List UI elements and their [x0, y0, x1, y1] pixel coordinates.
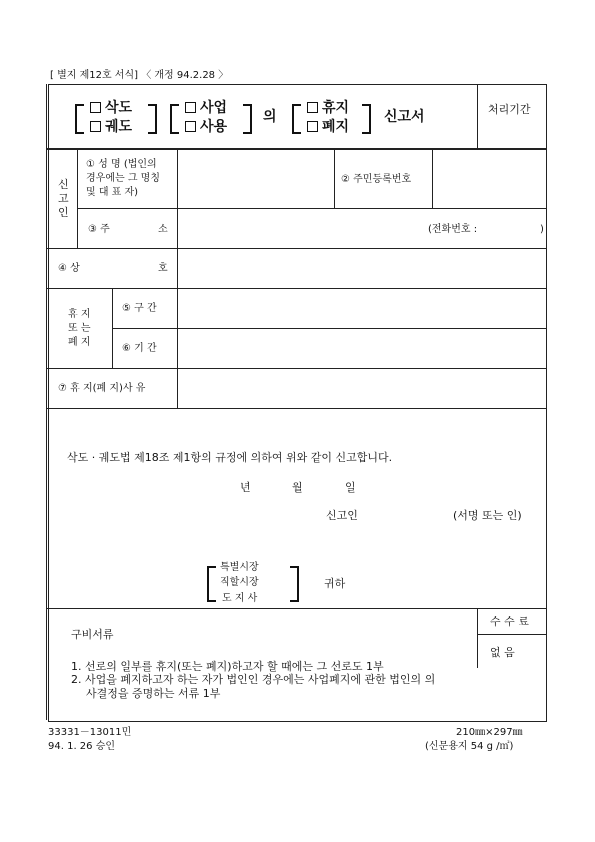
- reason-input-area[interactable]: [179, 370, 544, 406]
- phone-close: ): [540, 224, 544, 235]
- reason-label: ⑦ 휴 지(폐 지)사 유: [58, 383, 146, 394]
- signature-label: (서명 또는 인): [453, 509, 522, 522]
- name-label-2: 경우에는 그 명칭: [86, 173, 160, 184]
- fee-label: 수 수 료: [490, 615, 529, 628]
- documents-heading: 구비서류: [71, 628, 114, 641]
- declarant-label: 신고인: [326, 509, 358, 522]
- title-option-sakdo[interactable]: 삭도: [90, 101, 132, 115]
- title-option-business[interactable]: 사업: [185, 101, 227, 115]
- applicant-label: 신고인: [58, 178, 69, 219]
- title-suffix: 신고서: [384, 109, 425, 125]
- resident-number-input-area[interactable]: [434, 150, 544, 206]
- date-year: 년: [240, 481, 251, 494]
- declaration-statement: 삭도 · 궤도법 제18조 제1항의 규정에 의하여 위와 같이 신고합니다.: [67, 451, 393, 464]
- section-input-area[interactable]: [179, 290, 544, 326]
- title-option-abolish[interactable]: 폐지: [307, 120, 349, 134]
- address-label-a: ③ 주: [88, 224, 110, 235]
- date-month: 월: [292, 481, 303, 494]
- recipient-special-city[interactable]: 특별시장: [220, 562, 259, 573]
- title-option-suspend[interactable]: 휴지: [307, 101, 349, 115]
- form-number: [ 별지 제12호 서식] 〈 개정 94.2.28 〉: [50, 70, 229, 81]
- title-connector: 의: [263, 109, 277, 125]
- address-input-area[interactable]: [179, 210, 419, 246]
- resident-number-label: ② 주민등록번호: [341, 174, 412, 185]
- suspend-label-3: 폐 지: [68, 337, 91, 348]
- trade-name-input-area[interactable]: [179, 250, 544, 286]
- footer-size: 210㎜×297㎜: [456, 727, 523, 738]
- footer-code: 33331－13011민: [48, 727, 132, 738]
- title-option-gwedo[interactable]: 궤도: [90, 120, 132, 134]
- name-input-area[interactable]: [179, 150, 332, 206]
- document-item-1: 1. 선로의 일부를 휴지(또는 폐지)하고자 할 때에는 그 선로도 1부: [71, 660, 384, 673]
- period-label: ⑥ 기 간: [122, 343, 157, 354]
- address-label-b: 소: [158, 224, 168, 235]
- footer-approval: 94. 1. 26 승인: [48, 741, 116, 752]
- recipient-direct-city[interactable]: 직할시장: [220, 577, 259, 588]
- name-label-1: ① 성 명 (법인의: [86, 159, 157, 170]
- trade-name-label-a: ④ 상: [58, 263, 80, 274]
- suspend-label-2: 또 는: [68, 323, 91, 334]
- suspend-label-1: 휴 지: [68, 309, 91, 320]
- title-option-use[interactable]: 사용: [185, 120, 227, 134]
- period-input-area[interactable]: [179, 330, 544, 366]
- name-label-3: 및 대 표 자): [86, 187, 139, 198]
- processing-period-label: 처리기간: [488, 103, 531, 116]
- section-label: ⑤ 구 간: [122, 303, 157, 314]
- recipient-governor[interactable]: 도 지 사: [222, 593, 258, 604]
- document-item-2-cont: 사결정을 증명하는 서류 1부: [86, 687, 221, 700]
- trade-name-label-b: 호: [158, 263, 168, 274]
- phone-input-area[interactable]: [486, 212, 538, 244]
- phone-label: (전화번호 :: [428, 224, 478, 235]
- footer-paper: (신문용지 54 g /㎡): [425, 741, 514, 752]
- document-item-2: 2. 사업을 폐지하고자 하는 자가 법인인 경우에는 사업폐지에 관한 법인의 의: [71, 673, 436, 686]
- date-day: 일: [345, 481, 356, 494]
- addressee-label: 귀하: [324, 577, 346, 590]
- fee-value: 없 음: [490, 646, 515, 659]
